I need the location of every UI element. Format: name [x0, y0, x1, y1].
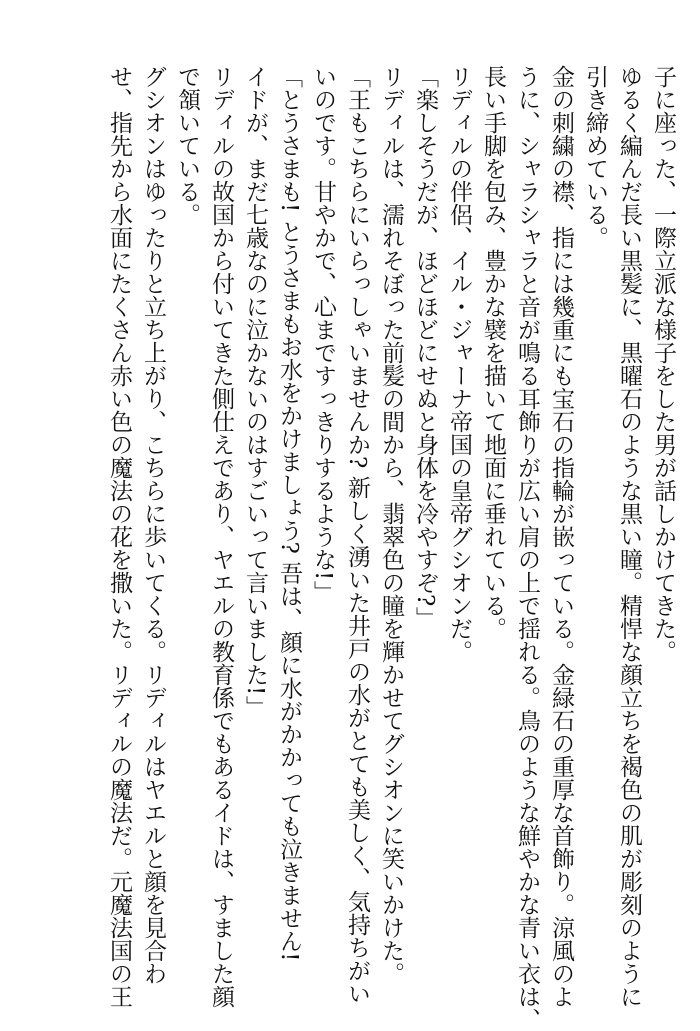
text-line: リディルは、濡れそぼった前髪の間から、翡翠色の瞳を輝かせてグシオンに笑いかけた。	[378, 65, 404, 985]
text-line: 子に座った、一際立派な様子をした男が話しかけてきた。	[650, 65, 676, 663]
text-line: うに、シャラシャラと音が鳴る耳飾りが広い肩の上で揺れる。鳥のような鮮やかな青い衣は、	[514, 65, 540, 1031]
text-line: いのです。甘やかで、心まですっきりするような!」	[310, 65, 336, 604]
text-line: せ、指先から水面にたくさん赤い色の魔法の花を撒いた。リディルの魔法だ。元魔法国の王	[106, 65, 132, 1008]
text-line: 長い手脚を包み、豊かな襞を描いて地面に垂れている。	[480, 65, 506, 640]
text-line: 「とうさまも! とうさまもお水をかけましょう? 吾は、顔に水がかかっても泣きません!	[276, 65, 302, 962]
vertical-text-body	[10, 65, 680, 1031]
text-line: 「王もこちらにいらっしゃいませんか? 新しく湧いた井戸の水がとても美しく、気持ちがい	[344, 65, 370, 1005]
text-line: イドが、まだ七歳なのに泣かないのはすごいって言いました!」	[242, 65, 268, 719]
text-line: リディルの故国から付いてきた側仕えであり、ヤエルの教育係でもあるイドは、すました顔	[208, 65, 234, 1008]
text-line: で頷いている。	[174, 65, 200, 226]
text-line: 引き締めている。	[582, 65, 608, 249]
text-line: 「楽しそうだが、ほどほどにせぬと身体を冷やすぞ?」	[412, 65, 438, 630]
text-line: ゆるく編んだ長い黒髪に、黒曜石のような黒い瞳。精悍な顔立ちを褐色の肌が彫刻のように	[616, 65, 642, 1008]
text-line: 金の刺繍の襟、指には幾重にも宝石の指輪が嵌っている。金緑石の重厚な首飾り。涼風のよ	[548, 65, 574, 1008]
text-line: グシオンはゆったりと立ち上がり、こちらに歩いてくる。リディルはヤエルと顔を見合わ	[140, 65, 166, 985]
text-line: リディルの伴侶、イル・ジャーナ帝国の皇帝グシオンだ。	[446, 65, 472, 663]
